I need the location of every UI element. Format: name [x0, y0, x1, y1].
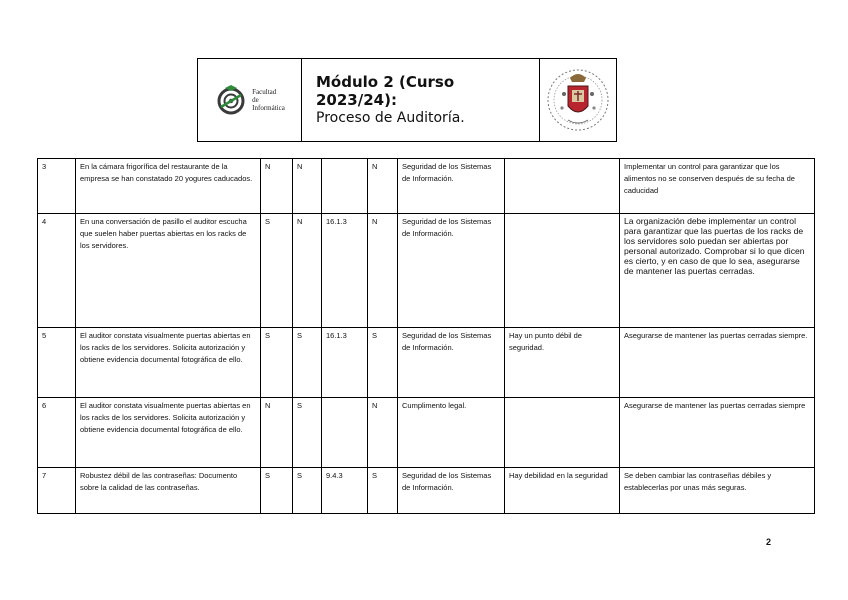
faculty-logo	[198, 59, 302, 141]
flag-cell: S	[293, 328, 322, 398]
control-cell	[322, 398, 368, 468]
recommendation-cell: Implementar un control para garantizar que los alimentos no se conserven después de su fecha de caducidad	[620, 159, 815, 214]
row-number: 3	[38, 159, 76, 214]
flag-cell: S	[261, 214, 293, 328]
table-row	[38, 328, 815, 398]
flag-cell: S	[261, 468, 293, 514]
control-cell	[322, 159, 368, 214]
area-cell: Seguridad de los Sistemas de Información.	[398, 214, 505, 328]
university-seal-icon	[546, 64, 610, 136]
flag-cell: N	[261, 398, 293, 468]
flag-cell: S	[293, 468, 322, 514]
flag-cell: N	[261, 159, 293, 214]
control-cell: 9.4.3	[322, 468, 368, 514]
finding-cell: Robustez débil de las contraseñas: Documento sobre la calidad de las contraseñas.	[76, 468, 261, 514]
university-seal	[540, 59, 616, 141]
page-number: 2	[766, 537, 772, 547]
flag-cell: N	[293, 214, 322, 328]
faculty-emblem-icon	[214, 83, 248, 117]
flag-cell: S	[261, 328, 293, 398]
table-row	[38, 214, 815, 328]
area-cell: Cumplimento legal.	[398, 398, 505, 468]
row-number: 4	[38, 214, 76, 328]
flag-cell: S	[293, 398, 322, 468]
flag-cell: S	[368, 468, 398, 514]
finding-cell: El auditor constata visualmente puertas abiertas en los racks de los servidores. Solicita autorización y obtiene evidencia documental fotográfica de ello.	[76, 398, 261, 468]
document-header	[197, 58, 617, 142]
observation-cell: Hay debilidad en la seguridad	[505, 468, 620, 514]
row-number: 6	[38, 398, 76, 468]
recommendation-cell: La organización debe implementar un control para garantizar que las puertas de los racks de los servidores solo puedan ser abiertas por personal autorizado. Comprobar si lo que dicen es cierto, y en caso de que lo sea, asegurarse de mantener las puertas cerradas.	[620, 214, 815, 328]
observation-cell	[505, 398, 620, 468]
observation-cell	[505, 214, 620, 328]
row-number: 5	[38, 328, 76, 398]
flag-cell: N	[368, 398, 398, 468]
header-title-cell	[302, 59, 540, 141]
flag-cell: N	[293, 159, 322, 214]
observation-cell	[505, 159, 620, 214]
area-cell: Seguridad de los Sistemas de Información.	[398, 468, 505, 514]
table-row	[38, 398, 815, 468]
finding-cell: En la cámara frigorífica del restaurante de la empresa se han constatado 20 yogures caducados.	[76, 159, 261, 214]
flag-cell: N	[368, 214, 398, 328]
flag-cell: N	[368, 159, 398, 214]
finding-cell: El auditor constata visualmente puertas abiertas en los racks de los servidores. Solicita autorización y obtiene evidencia documental fotográfica de ello.	[76, 328, 261, 398]
finding-cell: En una conversación de pasillo el auditor escucha que suelen haber puertas abiertas en los racks de los servidores.	[76, 214, 261, 328]
table-row	[38, 468, 815, 514]
control-cell: 16.1.3	[322, 328, 368, 398]
table-row	[38, 159, 815, 214]
area-cell: Seguridad de los Sistemas de Información.	[398, 328, 505, 398]
recommendation-cell: Asegurarse de mantener las puertas cerradas siempre.	[620, 328, 815, 398]
control-cell: 16.1.3	[322, 214, 368, 328]
document-title: Módulo 2 (Curso 2023/24):	[316, 73, 455, 109]
document-subtitle: Proceso de Auditoría.	[316, 110, 465, 126]
row-number: 7	[38, 468, 76, 514]
faculty-logo-line-1: Facultad	[252, 88, 277, 96]
area-cell: Seguridad de los Sistemas de Información.	[398, 159, 505, 214]
audit-findings-table	[37, 158, 815, 514]
recommendation-cell: Asegurarse de mantener las puertas cerradas siempre	[620, 398, 815, 468]
observation-cell: Hay un punto débil de seguridad.	[505, 328, 620, 398]
faculty-logo-line-3: Informática	[252, 104, 285, 112]
faculty-logo-line-2: de	[252, 96, 259, 104]
flag-cell: S	[368, 328, 398, 398]
recommendation-cell: Se deben cambiar las contraseñas débiles y establecerlas por unas más seguras.	[620, 468, 815, 514]
